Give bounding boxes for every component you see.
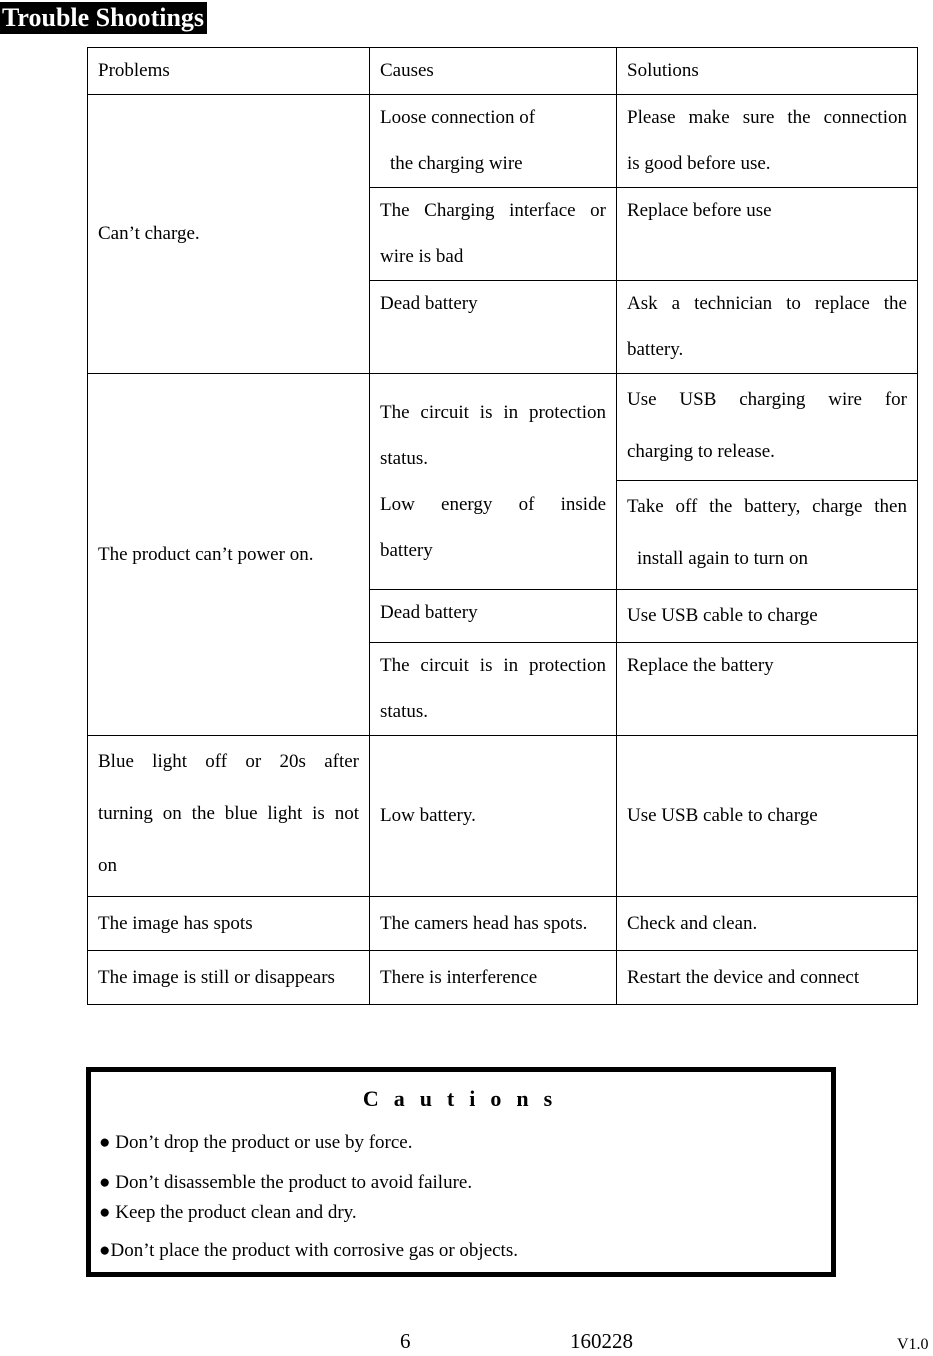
- cause-text: status.: [380, 701, 429, 722]
- caution-item: ● Don’t drop the product or use by force.: [99, 1132, 413, 1153]
- cause-text: status.: [380, 447, 429, 469]
- solution-cell: Use USB cable to charge: [617, 590, 918, 643]
- solution-text: is good before use.: [627, 153, 771, 174]
- page-number: 6: [400, 1329, 411, 1353]
- column-header-problems: Problems: [88, 48, 370, 95]
- problem-text: on: [98, 855, 117, 876]
- cause-cell: [370, 95, 617, 188]
- table-row: [88, 897, 918, 951]
- table-row: [88, 951, 918, 1005]
- cause-text: The circuit is in protection: [380, 401, 606, 423]
- caution-item: ●Don’t place the product with corrosive gas or objects.: [99, 1240, 518, 1261]
- solution-text: Ask a technician to replace the: [627, 293, 907, 314]
- solution-cell: Use USB cable to charge: [617, 736, 918, 897]
- cause-cell: There is interference: [370, 951, 617, 1005]
- cautions-box: [86, 1067, 836, 1277]
- cause-text: battery: [380, 539, 433, 561]
- solution-text: Take off the battery, charge then: [627, 496, 907, 517]
- solution-cell: [617, 95, 918, 188]
- solution-cell: [617, 281, 918, 374]
- cause-cell: [370, 188, 617, 281]
- date-code: 160228: [570, 1329, 633, 1353]
- cause-cell: The camers head has spots.: [370, 897, 617, 951]
- cause-text: The circuit is in protection: [380, 655, 606, 676]
- solution-cell: Replace the battery: [617, 643, 918, 736]
- cause-cell: Low battery.: [370, 736, 617, 897]
- solution-text: Use USB charging wire for: [627, 389, 907, 410]
- problem-cell: The image has spots: [88, 897, 370, 951]
- solution-cell: [617, 481, 918, 590]
- cause-cell: [370, 374, 617, 590]
- caution-item: ● Don’t disassemble the product to avoid failure.: [99, 1172, 473, 1193]
- solution-cell: Restart the device and connect: [617, 951, 918, 1005]
- table-row: [88, 374, 918, 481]
- solution-text: battery.: [627, 339, 684, 360]
- table-row: [88, 736, 918, 897]
- problem-cell: The product can’t power on.: [88, 374, 370, 736]
- problem-cell: [88, 736, 370, 897]
- problem-text: turning on the blue light is not: [98, 803, 359, 824]
- solution-cell: Replace before use: [617, 188, 918, 281]
- cause-cell: Dead battery: [370, 281, 617, 374]
- page-title: Trouble Shootings: [0, 2, 207, 34]
- trouble-shooting-table: [87, 47, 918, 1005]
- column-header-solutions: Solutions: [617, 48, 918, 95]
- cause-cell: Dead battery: [370, 590, 617, 643]
- cause-text: The Charging interface or: [380, 200, 606, 221]
- solution-text: charging to release.: [627, 441, 775, 462]
- problem-cell: Can’t charge.: [88, 95, 370, 374]
- solution-cell: [617, 374, 918, 481]
- caution-item: ● Keep the product clean and dry.: [99, 1202, 357, 1223]
- solution-cell: Check and clean.: [617, 897, 918, 951]
- table-row: [88, 95, 918, 188]
- cause-text: Loose connection of: [380, 107, 536, 128]
- cause-cell: [370, 643, 617, 736]
- problem-text: Blue light off or 20s after: [98, 751, 359, 772]
- solution-text: install again to turn on: [637, 548, 808, 569]
- problem-cell: The image is still or disappears: [88, 951, 370, 1005]
- cautions-title: Cautions: [362, 1086, 568, 1111]
- cause-text: wire is bad: [380, 246, 464, 267]
- table-header-row: [88, 48, 918, 95]
- cause-text: the charging wire: [390, 153, 523, 174]
- cause-text: Low energy of inside: [380, 493, 606, 515]
- solution-text: Please make sure the connection: [627, 107, 907, 128]
- version-label: V1.0: [897, 1336, 929, 1353]
- column-header-causes: Causes: [370, 48, 617, 95]
